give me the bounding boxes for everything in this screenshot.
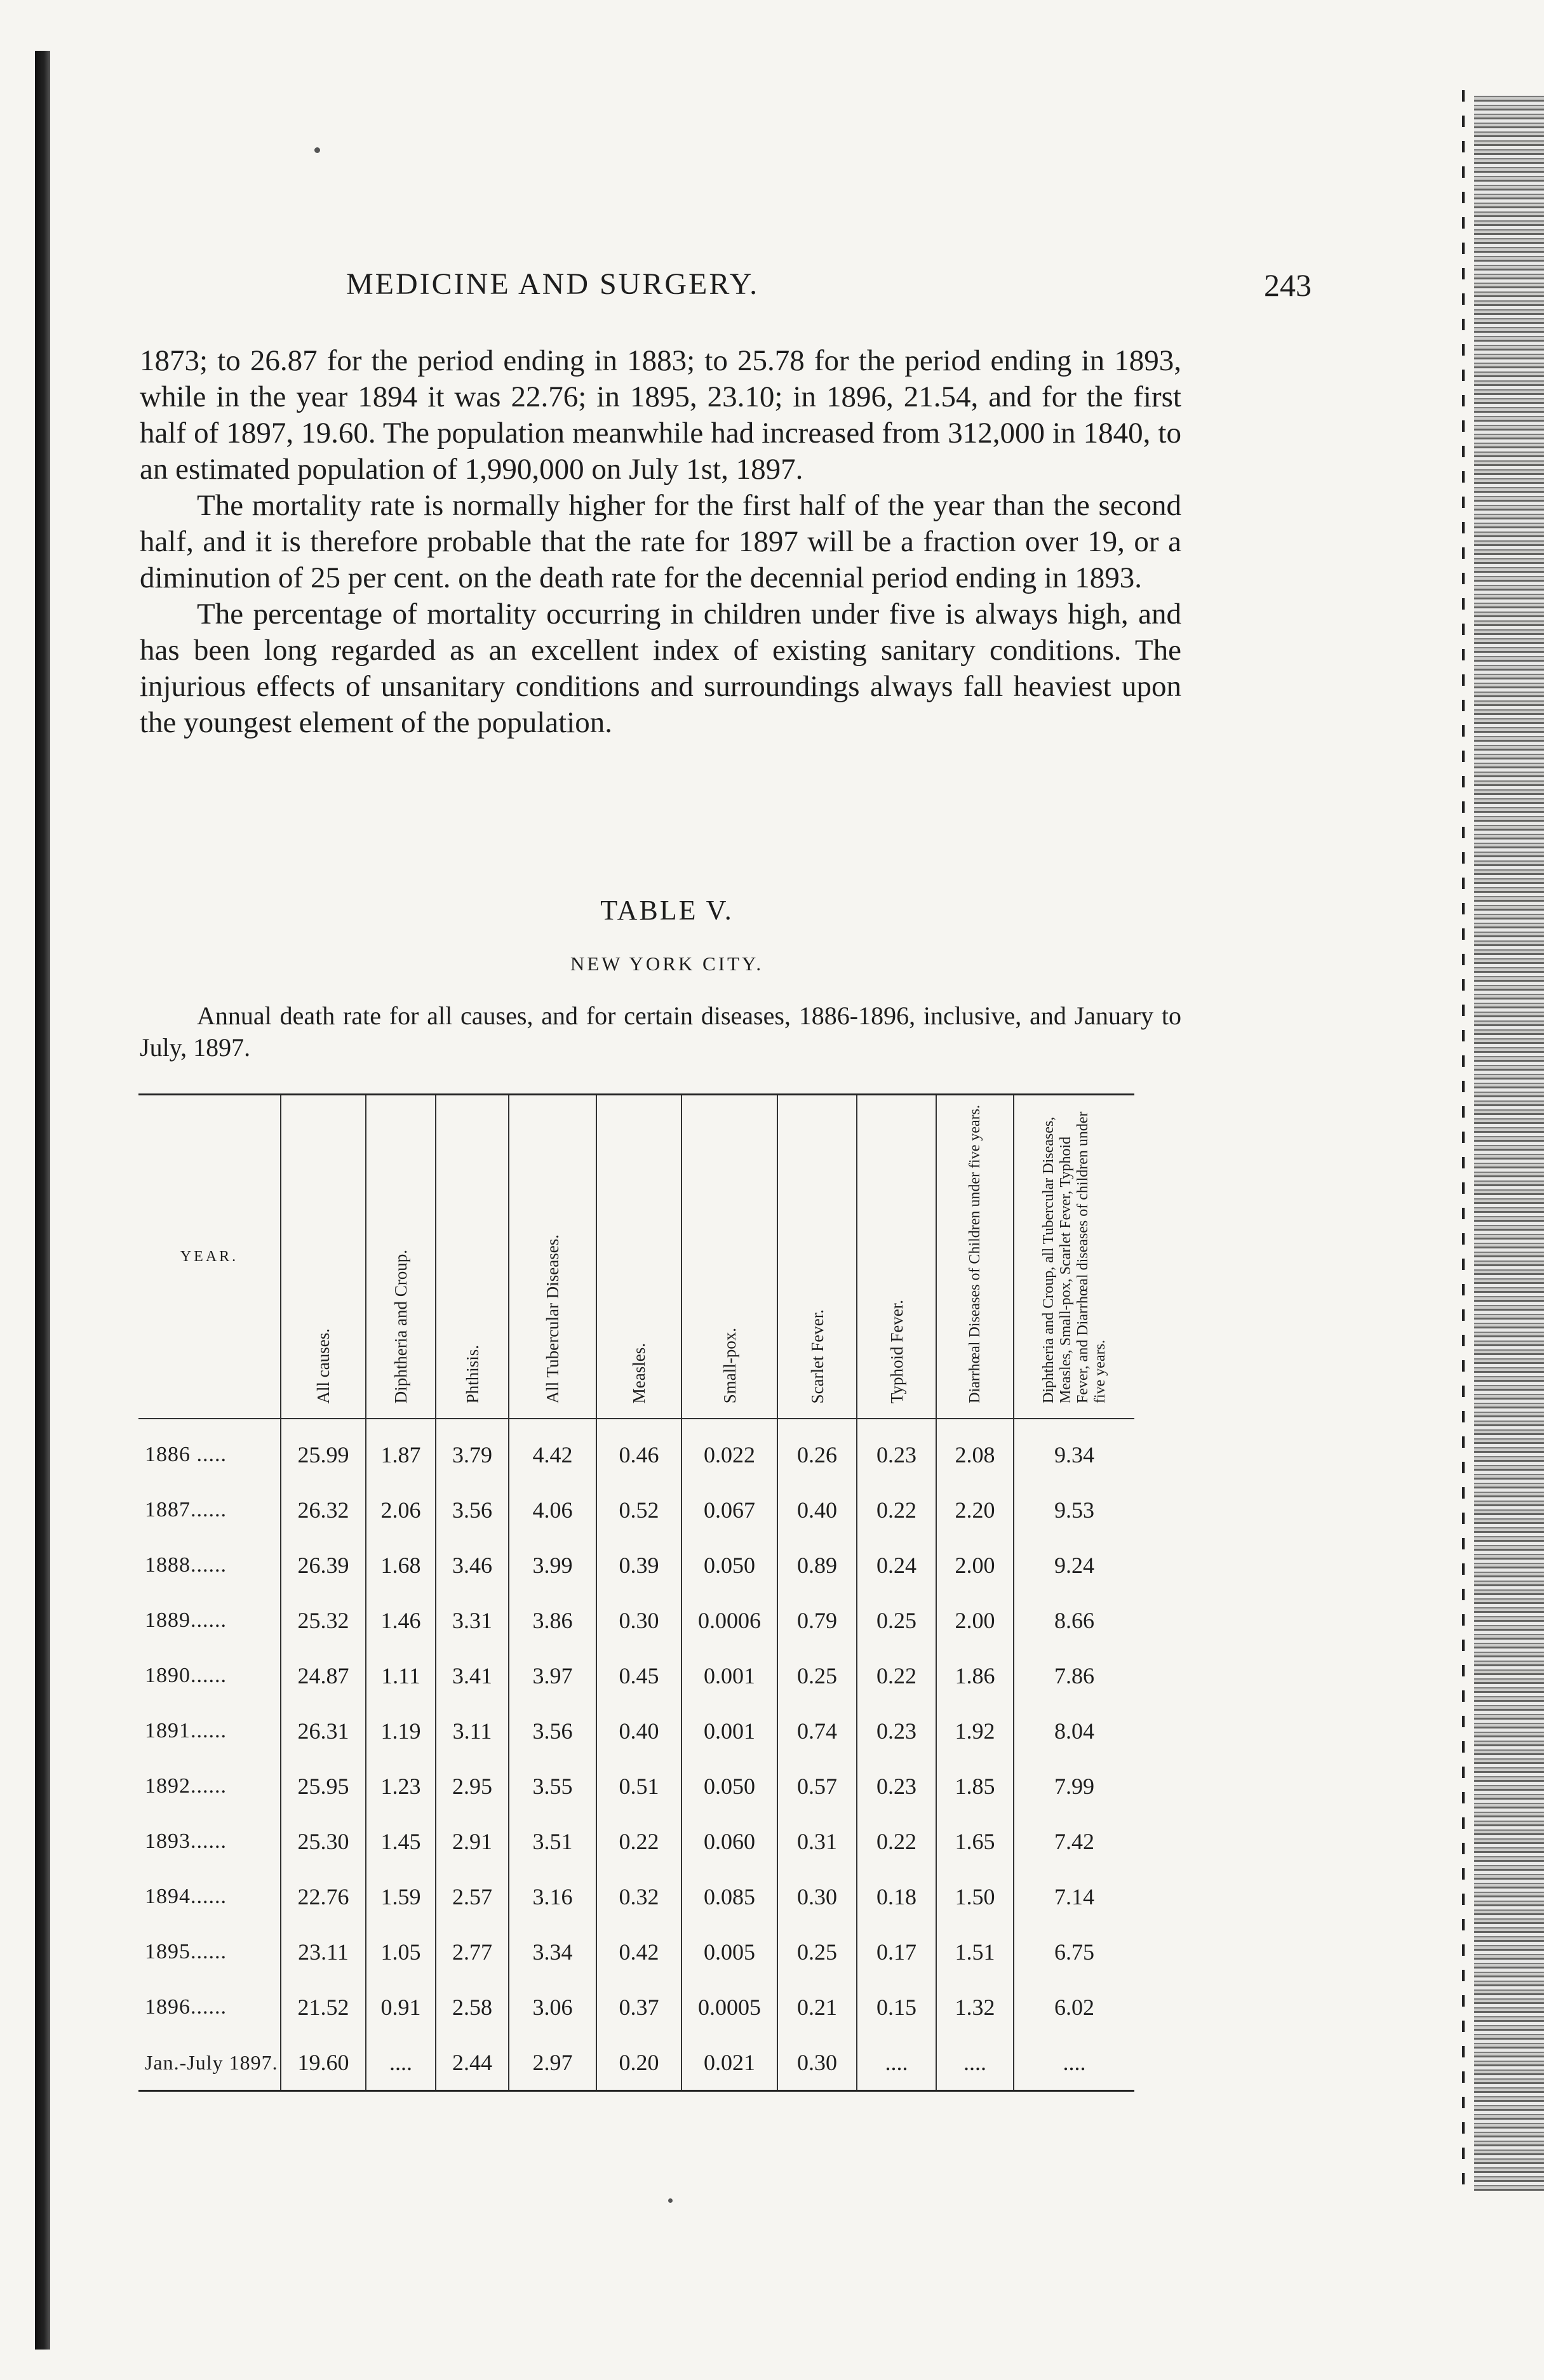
paragraph: The mortality rate is normally higher for the first half of the year than the second half, and it is therefore probable that the rate for 1897 will be a fraction over 19, or a diminution of 25 per cent. on the death rate for the decennial period ending in 1893. [140,489,1181,594]
table-title: TABLE V. [600,895,734,926]
table-cell: 0.51 [596,1758,681,1814]
table-cell: 8.04 [1014,1703,1134,1758]
row-year: 1896...... [145,1995,227,2019]
print-speck [668,2198,673,2203]
table-cell: 0.46 [596,1419,681,1482]
table-cell: 0.30 [777,1869,857,1924]
table-cell: 0.37 [596,1979,681,2035]
print-speck [314,147,320,153]
table-cell: 0.24 [857,1537,936,1593]
table-cell: 3.56 [436,1482,509,1537]
table-cell: 1.59 [366,1869,436,1924]
column-header-label: All causes. [314,1328,333,1403]
row-year: 1887...... [145,1497,227,1521]
table-cell: 0.067 [681,1482,777,1537]
table-cell: 0.20 [596,2035,681,2091]
table-cell: 8.66 [1014,1593,1134,1648]
table-cell: .... [366,2035,436,2091]
table-cell: 19.60 [281,2035,366,2091]
table-cell: 0.57 [777,1758,857,1814]
table-cell: 0.22 [857,1648,936,1703]
paragraph: The percentage of mortality occurring in children under five is always high, and has been long regarded as an excellent index of existing sanitary conditions. The injurious effects of unsanitary conditions and surroundings always fall heaviest upon the youngest element of the population. [140,598,1181,739]
column-header-scarlet-fever [777,1095,857,1419]
table-cell: 3.46 [436,1537,509,1593]
table-cell: 26.32 [281,1482,366,1537]
table-row [138,1419,1134,1482]
table-cell: 0.022 [681,1419,777,1482]
table-cell: 1.19 [366,1703,436,1758]
table-cell: 0.74 [777,1703,857,1758]
table-cell: 0.001 [681,1648,777,1703]
table-cell: .... [1014,2035,1134,2091]
row-year: Jan.-July 1897. [145,2050,278,2074]
table-row [138,1482,1134,1537]
table-cell: 1.51 [936,1924,1014,1979]
table-cell: 3.51 [509,1814,596,1869]
table-row [138,1814,1134,1869]
table-cell: 0.39 [596,1537,681,1593]
table-cell: 4.06 [509,1482,596,1537]
table-cell: 6.75 [1014,1924,1134,1979]
table-cell: 0.050 [681,1537,777,1593]
table-cell: 25.99 [281,1419,366,1482]
paragraph: 1873; to 26.87 for the period ending in 1883; to 25.78 for the period ending in 1893, while in the year 1894 it was 22.76; in 1895, 23.10; in 1896, 21.54, and for the first half of 1897, 19.60. The population meanwhile had increased from 312,000 in 1840, to an estimated population of 1,990,000 on July 1st, 1897. [140,344,1181,486]
binding-edge [35,51,50,2350]
table-cell: 1.86 [936,1648,1014,1703]
table-cell: 9.24 [1014,1537,1134,1593]
table-cell: 3.56 [509,1703,596,1758]
body-text [140,343,1181,741]
table-row [138,1979,1134,2035]
running-head: MEDICINE AND SURGERY. [346,267,760,301]
column-header-label: Scarlet Fever. [807,1309,827,1403]
table-cell: 3.99 [509,1537,596,1593]
table-cell: 3.97 [509,1648,596,1703]
row-year: 1891...... [145,1718,227,1742]
column-header-label: Diphtheria and Croup, all Tubercular Diseases, Measles, Small-pox, Scarlet Fever, Typhoid Fever, and Diarrhœal diseases of children under five years. [1040,1111,1108,1403]
table-row [138,1648,1134,1703]
table-cell: 0.005 [681,1924,777,1979]
table-cell: 0.26 [777,1419,857,1482]
table-row [138,2035,1134,2091]
column-header-label: Phthisis. [462,1344,482,1403]
table-row [138,1537,1134,1593]
table-cell: 0.30 [596,1593,681,1648]
column-header-label: Diarrhœal Diseases of Children under five years. [966,1105,983,1403]
row-year: 1892...... [145,1774,227,1798]
table-cell: 0.0006 [681,1593,777,1648]
column-header-diphtheria [366,1095,436,1419]
table-cell: 2.20 [936,1482,1014,1537]
table-cell: 0.23 [857,1703,936,1758]
table-cell: 0.45 [596,1648,681,1703]
table-cell: 3.79 [436,1419,509,1482]
table-location: NEW YORK CITY. [570,953,764,975]
table-caption: Annual death rate for all causes, and for certain diseases, 1886-1896, inclusive, and January to July, 1897. [140,1001,1181,1062]
table-cell: 7.14 [1014,1869,1134,1924]
column-header-tubercular [509,1095,596,1419]
table-cell: 7.86 [1014,1648,1134,1703]
table-cell: 22.76 [281,1869,366,1924]
column-header-label: Diphtheria and Croup. [391,1249,410,1403]
table-cell: 2.00 [936,1537,1014,1593]
row-year: 1895...... [145,1939,227,1963]
column-header-label: Small-pox. [720,1327,739,1403]
table-row [138,1758,1134,1814]
row-year: 1894...... [145,1884,227,1908]
table-cell: 1.32 [936,1979,1014,2035]
table-cell: 3.11 [436,1703,509,1758]
table-cell: 0.89 [777,1537,857,1593]
column-header-all-causes [281,1095,366,1419]
row-year: 1889...... [145,1608,227,1632]
table-cell: 0.79 [777,1593,857,1648]
table-cell: 1.46 [366,1593,436,1648]
table-cell: 3.06 [509,1979,596,2035]
table-cell: 2.58 [436,1979,509,2035]
table-cell: 2.91 [436,1814,509,1869]
table-cell: 3.31 [436,1593,509,1648]
table-row [138,1869,1134,1924]
table-cell: 1.05 [366,1924,436,1979]
table-cell: 7.42 [1014,1814,1134,1869]
table-cell: 4.42 [509,1419,596,1482]
table-cell: 2.57 [436,1869,509,1924]
scan-edge [1474,95,1544,2191]
table-cell: 2.77 [436,1924,509,1979]
table-cell: 25.30 [281,1814,366,1869]
table-cell: 9.53 [1014,1482,1134,1537]
table-cell: 2.95 [436,1758,509,1814]
table-cell: 2.06 [366,1482,436,1537]
table-cell: 0.25 [777,1924,857,1979]
column-header-typhoid-fever [857,1095,936,1419]
table-cell: 3.41 [436,1648,509,1703]
column-header-measles [596,1095,681,1419]
row-year: 1886 ..... [145,1442,227,1466]
table-cell: 1.11 [366,1648,436,1703]
column-header-label: Measles. [629,1342,648,1403]
table-cell: 3.34 [509,1924,596,1979]
table-cell: 25.95 [281,1758,366,1814]
table-cell: .... [936,2035,1014,2091]
table-cell: 0.060 [681,1814,777,1869]
table-cell: 0.0005 [681,1979,777,2035]
table-cell: 0.42 [596,1924,681,1979]
table-cell: 1.23 [366,1758,436,1814]
row-year: 1888...... [145,1553,227,1577]
table-cell: 6.02 [1014,1979,1134,2035]
table-cell: 2.44 [436,2035,509,2091]
table-cell: 0.085 [681,1869,777,1924]
table-cell: 21.52 [281,1979,366,2035]
table-cell: 3.55 [509,1758,596,1814]
column-header-label: Typhoid Fever. [887,1299,906,1403]
column-header-year: YEAR. [138,1095,281,1419]
table-cell: 0.25 [777,1648,857,1703]
table-cell: 0.22 [596,1814,681,1869]
table-cell: 0.25 [857,1593,936,1648]
table-cell: 1.65 [936,1814,1014,1869]
table-cell: 0.15 [857,1979,936,2035]
column-header-small-pox [681,1095,777,1419]
table-cell: 0.23 [857,1758,936,1814]
row-year: 1893...... [145,1829,227,1853]
table-cell: 0.31 [777,1814,857,1869]
column-header-combined [1014,1095,1134,1419]
table-cell: 2.97 [509,2035,596,2091]
table-cell: 0.021 [681,2035,777,2091]
table-cell: 3.16 [509,1869,596,1924]
table-cell: 25.32 [281,1593,366,1648]
table-cell: 0.30 [777,2035,857,2091]
mortality-table [138,1093,1134,2092]
table-cell: 2.08 [936,1419,1014,1482]
table-cell: 9.34 [1014,1419,1134,1482]
table-body [138,1419,1134,2091]
scan-edge-line [1462,89,1465,2184]
table-cell: 1.87 [366,1419,436,1482]
table-cell: 26.39 [281,1537,366,1593]
column-header-label: All Tubercular Diseases. [543,1234,562,1403]
table-cell: 1.68 [366,1537,436,1593]
column-header-phthisis [436,1095,509,1419]
table-cell: 0.23 [857,1419,936,1482]
table-cell: 0.52 [596,1482,681,1537]
table-cell: 0.91 [366,1979,436,2035]
row-year: 1890...... [145,1663,227,1687]
table-row [138,1703,1134,1758]
page-number: 243 [1264,267,1312,303]
table-cell: 1.45 [366,1814,436,1869]
table-cell: 24.87 [281,1648,366,1703]
table-cell: 26.31 [281,1703,366,1758]
table-cell: 0.40 [596,1703,681,1758]
table-cell: 1.50 [936,1869,1014,1924]
table-row [138,1924,1134,1979]
table-cell: 1.92 [936,1703,1014,1758]
table-cell: 0.17 [857,1924,936,1979]
table-cell: 0.22 [857,1814,936,1869]
table-cell: 0.18 [857,1869,936,1924]
table-header-row [138,1095,1134,1419]
table-cell: 0.001 [681,1703,777,1758]
table-cell: .... [857,2035,936,2091]
table-cell: 0.22 [857,1482,936,1537]
table-cell: 1.85 [936,1758,1014,1814]
table-cell: 7.99 [1014,1758,1134,1814]
table-cell: 0.40 [777,1482,857,1537]
table-cell: 23.11 [281,1924,366,1979]
table-cell: 3.86 [509,1593,596,1648]
column-header-diarrhoeal [936,1095,1014,1419]
table-cell: 2.00 [936,1593,1014,1648]
table-cell: 0.32 [596,1869,681,1924]
table-row [138,1593,1134,1648]
table-cell: 0.21 [777,1979,857,2035]
table-cell: 0.050 [681,1758,777,1814]
